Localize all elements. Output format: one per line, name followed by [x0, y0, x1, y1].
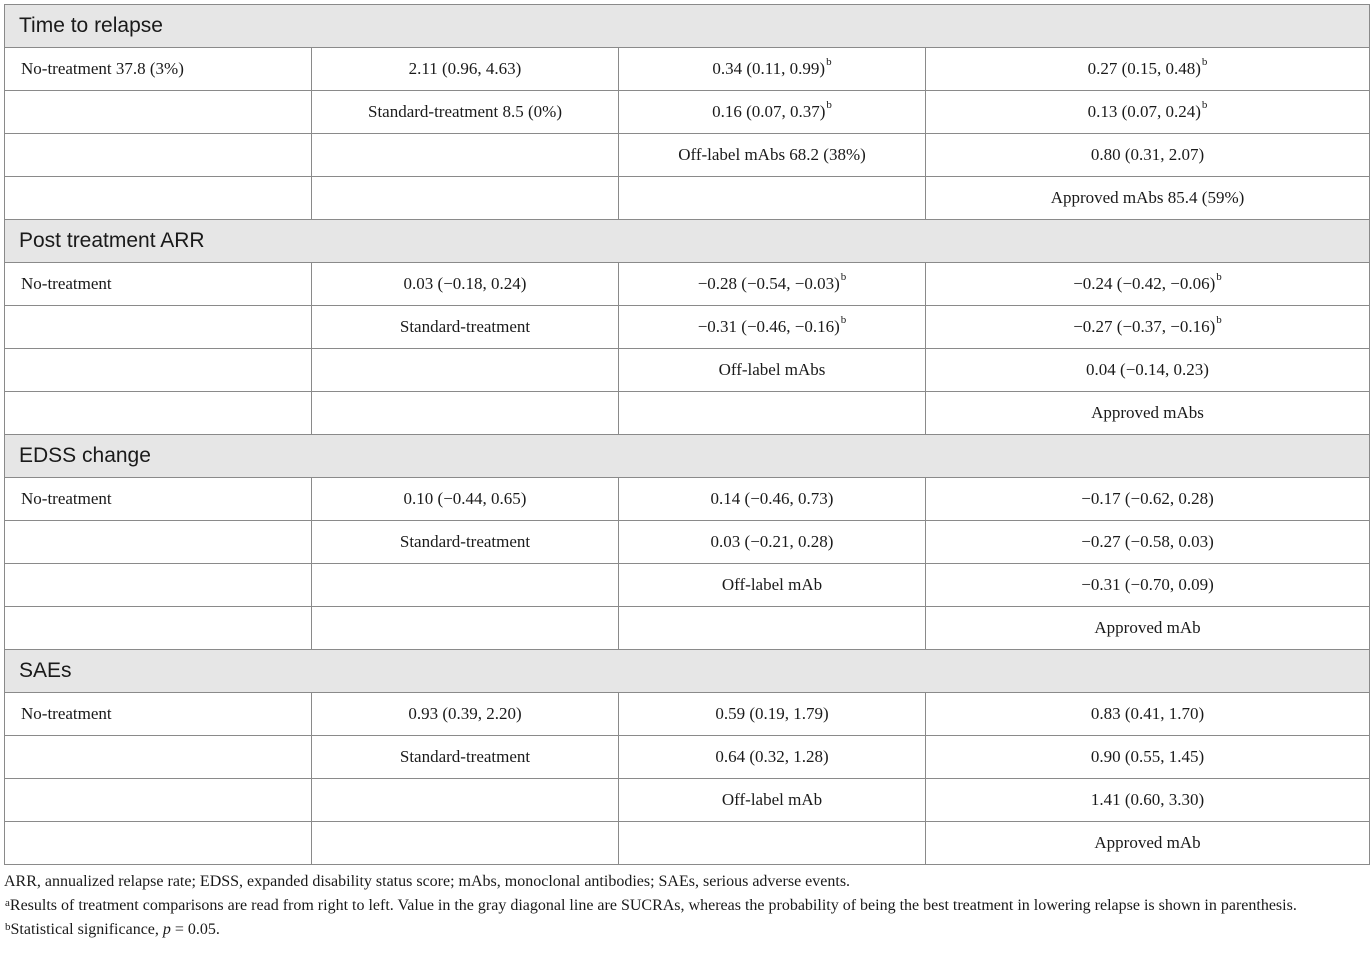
table-cell: [312, 48, 619, 91]
table-row: [5, 134, 1370, 177]
table-cell: [619, 263, 926, 306]
table-cell: [926, 736, 1370, 779]
cell-value: 0.16 (0.07, 0.37): [712, 102, 826, 121]
cell-value: 0.03 (−0.21, 0.28): [710, 532, 834, 551]
comparison-table: [4, 4, 1370, 865]
table-footnotes: [4, 870, 1368, 942]
table-cell: [5, 134, 312, 177]
table-cell: [619, 822, 926, 865]
table-cell: [619, 564, 926, 607]
table-cell: [619, 521, 926, 564]
cell-value: Standard-treatment: [399, 317, 531, 336]
cell-value: −0.27 (−0.58, 0.03): [1081, 532, 1214, 551]
section-title: Time to relapse: [5, 5, 1370, 48]
table-cell: [619, 392, 926, 435]
table-cell: [926, 177, 1370, 220]
significance-marker: b: [826, 99, 832, 111]
cell-value: 2.11 (0.96, 4.63): [408, 59, 522, 78]
table-cell: [5, 779, 312, 822]
table-cell: [312, 607, 619, 650]
cell-value: −0.31 (−0.46, −0.16): [697, 317, 840, 336]
significance-marker: b: [1216, 271, 1222, 283]
cell-value: No-treatment: [21, 274, 112, 293]
table-cell: [619, 693, 926, 736]
cell-value: 0.27 (0.15, 0.48): [1087, 59, 1201, 78]
table-cell: [5, 91, 312, 134]
table-row: [5, 822, 1370, 865]
cell-value: −0.17 (−0.62, 0.28): [1081, 489, 1214, 508]
cell-value: −0.24 (−0.42, −0.06): [1073, 274, 1216, 293]
table-cell: [312, 564, 619, 607]
cell-value: 0.90 (0.55, 1.45): [1090, 747, 1205, 766]
cell-value: Standard-treatment: [399, 532, 531, 551]
table-row: [5, 736, 1370, 779]
table-row: [5, 306, 1370, 349]
cell-value: −0.31 (−0.70, 0.09): [1081, 575, 1214, 594]
cell-value: 0.14 (−0.46, 0.73): [710, 489, 834, 508]
section-title: EDSS change: [5, 435, 1370, 478]
cell-value: 0.93 (0.39, 2.20): [408, 704, 522, 723]
cell-value: −0.28 (−0.54, −0.03): [697, 274, 840, 293]
table-cell: [5, 263, 312, 306]
table-cell: [5, 306, 312, 349]
table-row: [5, 48, 1370, 91]
table-cell: [312, 693, 619, 736]
table-cell: [926, 349, 1370, 392]
table-row: [5, 607, 1370, 650]
table-cell: [619, 91, 926, 134]
table-cell: [926, 478, 1370, 521]
table-row: [5, 779, 1370, 822]
cell-value: Approved mAb: [1094, 833, 1201, 852]
footnote-b-marker: b: [5, 921, 11, 933]
table-cell: [926, 306, 1370, 349]
cell-value: 0.59 (0.19, 1.79): [715, 704, 829, 723]
table-cell: [926, 263, 1370, 306]
significance-marker: b: [1201, 56, 1208, 68]
significance-marker: b: [840, 271, 847, 283]
footnote-b-prefix: Statistical significance,: [10, 921, 163, 938]
section-title: SAEs: [5, 650, 1370, 693]
footnote-b: [4, 918, 1368, 942]
table-cell: [5, 564, 312, 607]
table-cell: [312, 177, 619, 220]
table-cell: [5, 392, 312, 435]
table-cell: [312, 779, 619, 822]
cell-value: Off-label mAb: [721, 575, 823, 594]
table-cell: [312, 521, 619, 564]
cell-value: Approved mAb: [1094, 618, 1201, 637]
footnote-a-marker: a: [5, 897, 10, 909]
table-cell: [5, 349, 312, 392]
table-cell: [619, 478, 926, 521]
table-cell: [5, 693, 312, 736]
table-row: [5, 392, 1370, 435]
table-cell: [5, 607, 312, 650]
cell-value: Approved mAbs 85.4 (59%): [1050, 188, 1245, 207]
table-cell: [5, 736, 312, 779]
footnote-b-variable: p: [162, 921, 171, 938]
table-cell: [926, 693, 1370, 736]
comparison-table-body: [5, 5, 1370, 865]
cell-value: No-treatment: [21, 489, 112, 508]
table-cell: [926, 521, 1370, 564]
table-row: [5, 693, 1370, 736]
table-cell: [5, 478, 312, 521]
table-cell: [312, 306, 619, 349]
significance-marker: b: [1201, 99, 1208, 111]
section-header-row: [5, 220, 1370, 263]
table-row: [5, 521, 1370, 564]
cell-value: Approved mAbs: [1091, 403, 1204, 422]
table-row: [5, 177, 1370, 220]
table-cell: [926, 822, 1370, 865]
table-cell: [312, 478, 619, 521]
significance-marker: b: [826, 56, 832, 68]
cell-value: No-treatment: [21, 704, 112, 723]
table-cell: [619, 736, 926, 779]
cell-value: 1.41 (0.60, 3.30): [1090, 790, 1205, 809]
footnote-a: [4, 894, 1368, 918]
table-row: [5, 91, 1370, 134]
significance-marker: b: [840, 314, 847, 326]
cell-value: 0.64 (0.32, 1.28): [715, 747, 829, 766]
cell-value: Off-label mAbs: [718, 360, 826, 379]
table-cell: [312, 736, 619, 779]
table-cell: [619, 779, 926, 822]
cell-value: 0.13 (0.07, 0.24): [1087, 102, 1201, 121]
table-row: [5, 349, 1370, 392]
table-cell: [312, 91, 619, 134]
significance-marker: b: [1216, 314, 1222, 326]
cell-value: −0.27 (−0.37, −0.16): [1073, 317, 1216, 336]
table-cell: [926, 134, 1370, 177]
cell-value: Standard-treatment: [399, 747, 531, 766]
footnote-b-suffix: = 0.05.: [170, 921, 220, 938]
cell-value: 0.34 (0.11, 0.99): [712, 59, 826, 78]
table-cell: [312, 134, 619, 177]
footnote-a-text: Results of treatment comparisons are read from right to left. Value in the gray diagonal line are SUCRAs, whereas the probability of being the best treatment in lowering relapse is shown in parenthesis.: [9, 897, 1297, 914]
table-cell: [926, 779, 1370, 822]
cell-value: 0.03 (−0.18, 0.24): [403, 274, 527, 293]
cell-value: 0.80 (0.31, 2.07): [1090, 145, 1205, 164]
table-cell: [619, 177, 926, 220]
table-cell: [619, 48, 926, 91]
table-cell: [5, 521, 312, 564]
table-cell: [5, 822, 312, 865]
table-cell: [926, 392, 1370, 435]
table-cell: [926, 564, 1370, 607]
cell-value: 0.10 (−0.44, 0.65): [403, 489, 527, 508]
cell-value: No-treatment 37.8 (3%): [21, 59, 184, 78]
table-cell: [619, 607, 926, 650]
table-cell: [619, 134, 926, 177]
table-cell: [619, 306, 926, 349]
table-cell: [926, 607, 1370, 650]
table-row: [5, 564, 1370, 607]
table-cell: [5, 177, 312, 220]
table-row: [5, 478, 1370, 521]
table-cell: [312, 263, 619, 306]
section-header-row: [5, 650, 1370, 693]
table-row: [5, 263, 1370, 306]
table-cell: [312, 349, 619, 392]
cell-value: 0.04 (−0.14, 0.23): [1086, 360, 1209, 379]
section-header-row: [5, 5, 1370, 48]
table-cell: [312, 392, 619, 435]
section-header-row: [5, 435, 1370, 478]
cell-value: Off-label mAb: [721, 790, 823, 809]
table-cell: [926, 91, 1370, 134]
cell-value: Off-label mAbs 68.2 (38%): [678, 145, 866, 164]
section-title: Post treatment ARR: [5, 220, 1370, 263]
footnote-abbreviations: ARR, annualized relapse rate; EDSS, expanded disability status score; mAbs, monoclonal antibodies; SAEs, serious adverse events.: [4, 873, 851, 890]
table-cell: [619, 349, 926, 392]
cell-value: Standard-treatment 8.5 (0%): [367, 102, 562, 121]
table-cell: [5, 48, 312, 91]
table-cell: [312, 822, 619, 865]
table-cell: [926, 48, 1370, 91]
cell-value: 0.83 (0.41, 1.70): [1090, 704, 1205, 723]
